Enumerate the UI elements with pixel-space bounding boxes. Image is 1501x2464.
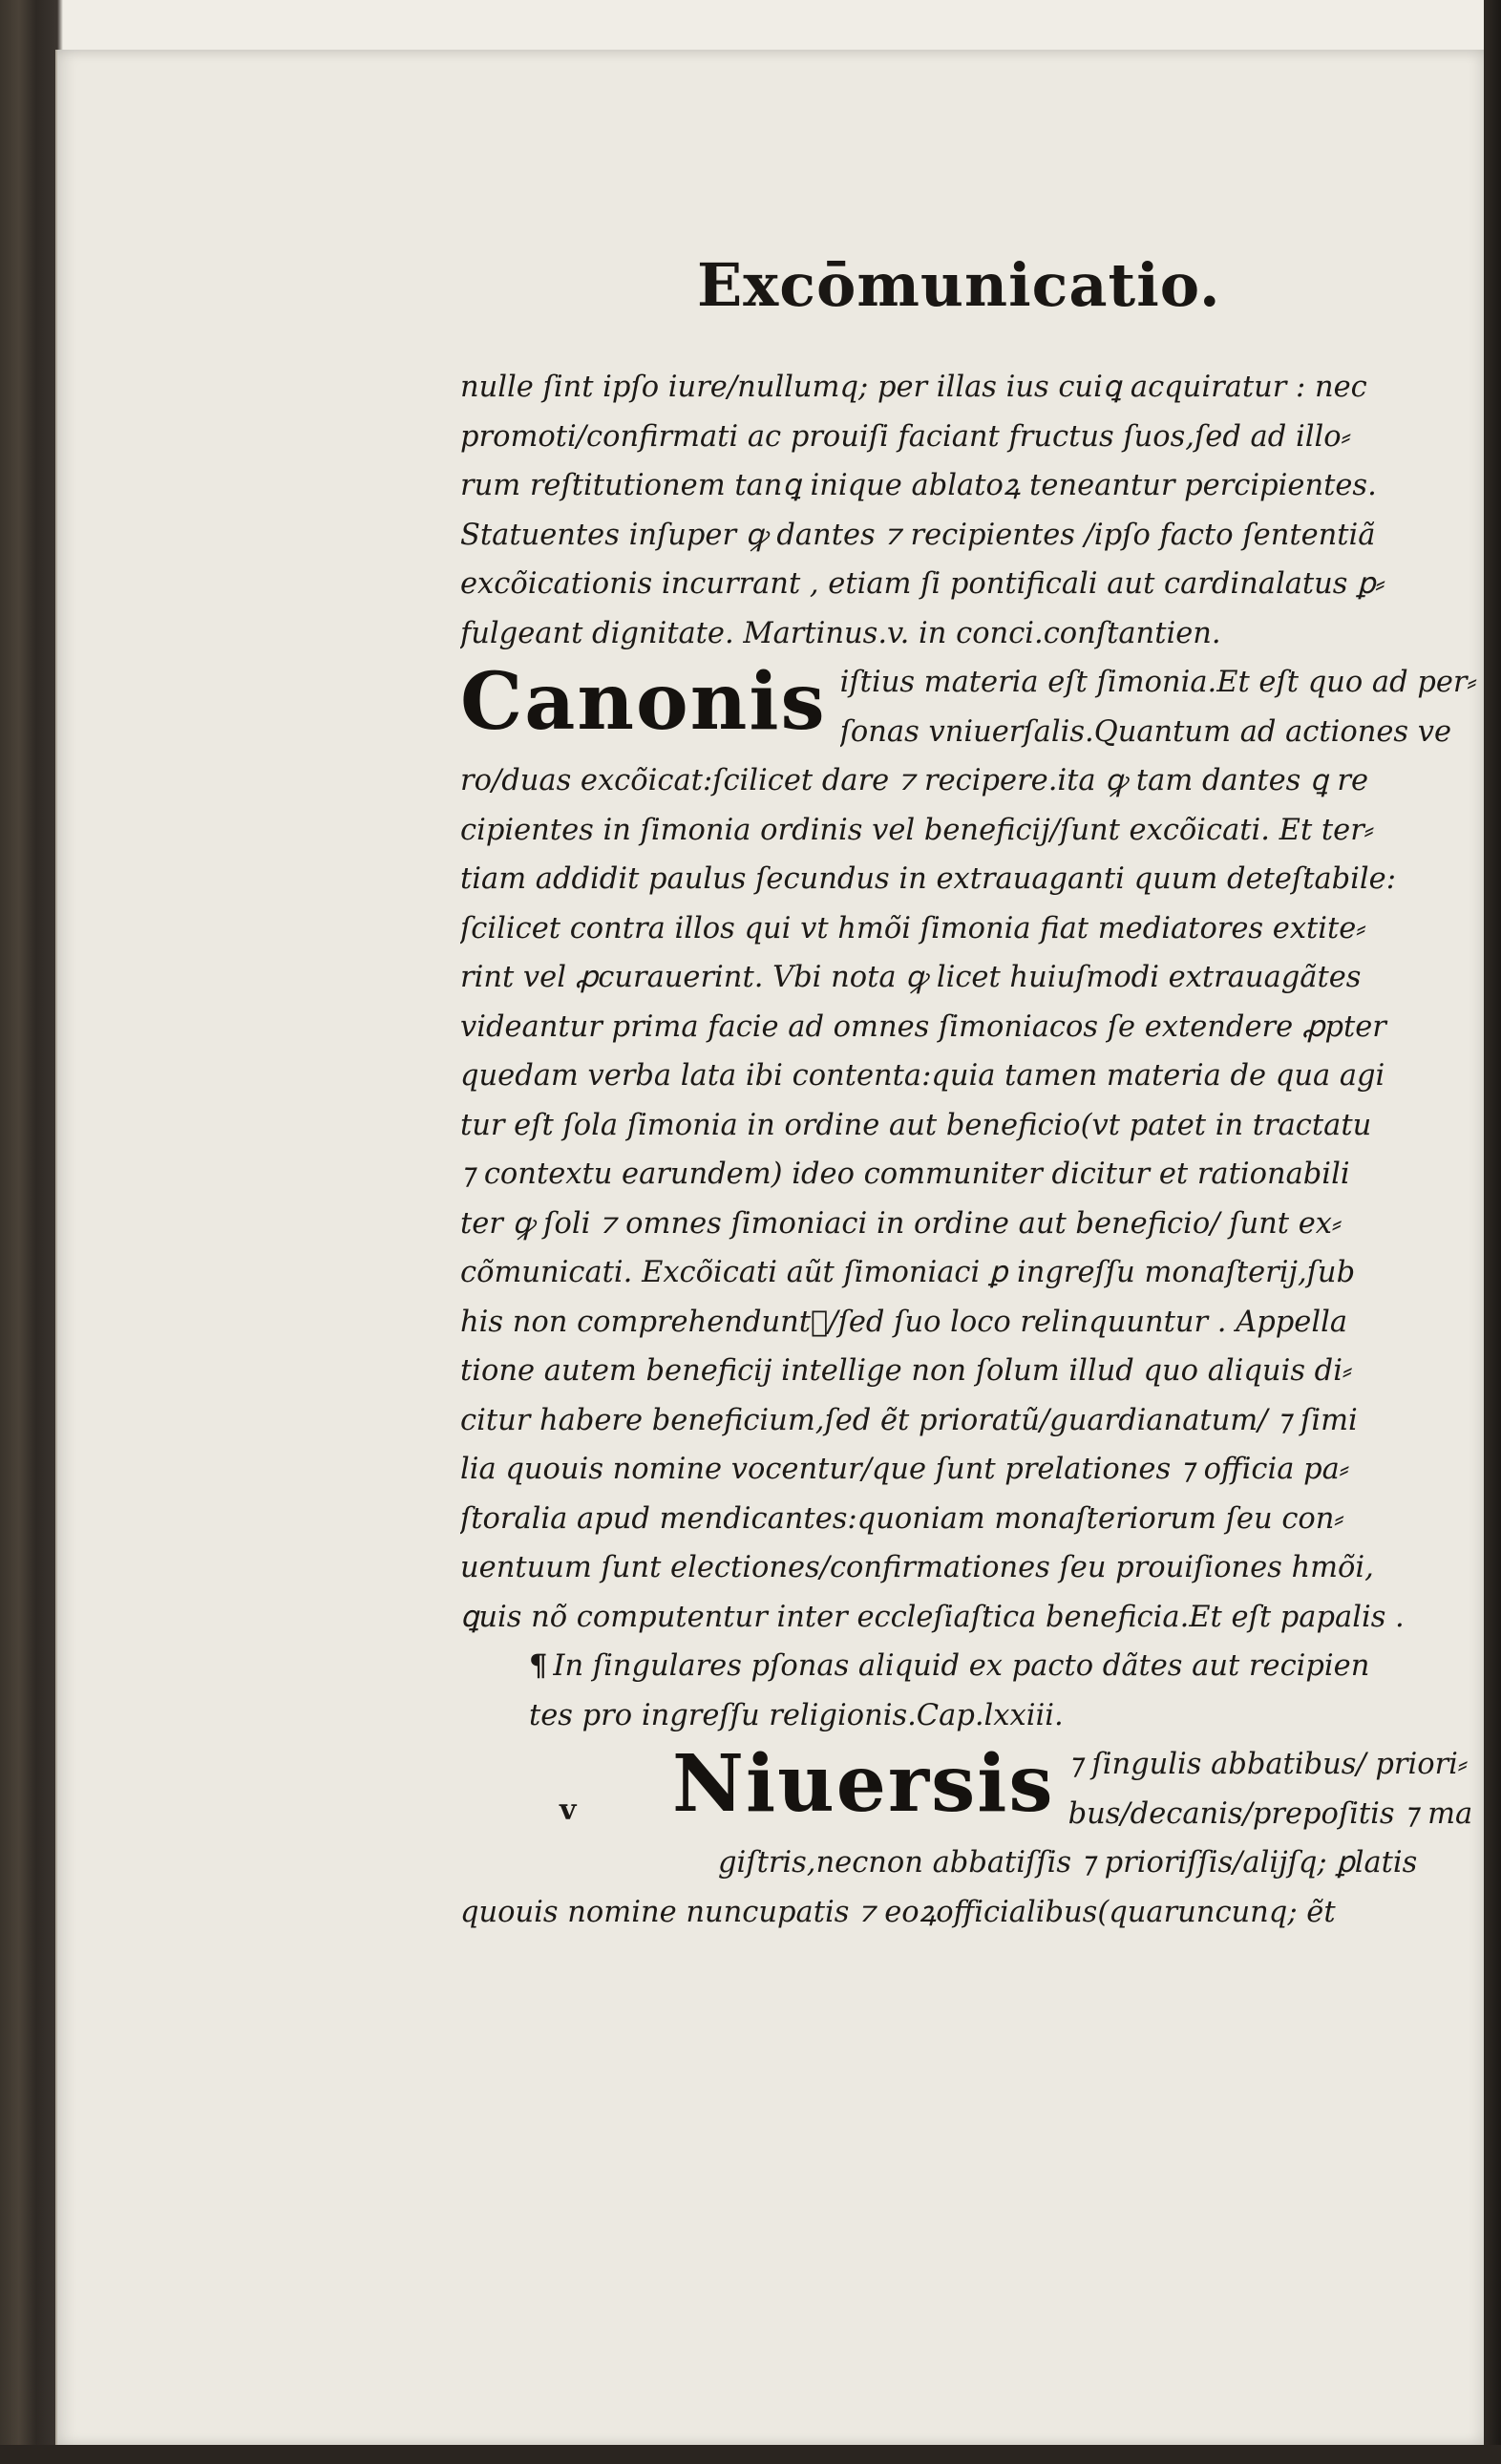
text-block xyxy=(460,363,1477,1937)
scan-edge-bottom xyxy=(0,2445,1501,2464)
chapter-heading-line: tes pro ingreſſu religionis.Cap.lxxiii. xyxy=(529,1698,1064,1732)
text-line: quedam verba lata ibi contenta:quia tamen materia de qua agi xyxy=(460,1059,1385,1093)
text-line: cõmunicati. Excõicati aũt ſimoniaci ꝑ ingreſſu monaſterij,ſub xyxy=(460,1256,1356,1289)
running-header: Excōmunicatio. xyxy=(697,250,1221,320)
text-line: uentuum ſunt electiones/confirmationes ſeu prouiſiones hmõi, xyxy=(460,1551,1374,1584)
text-line: excõicationis incurrant , etiam ſi pontificali aut cardinalatus ꝑ⸗ xyxy=(460,567,1385,601)
text-line: lia quouis nomine vocentur/que ſunt prelationes ⁊ officia pa⸗ xyxy=(460,1453,1349,1486)
initial-row xyxy=(460,656,1477,756)
pilcrow-icon: ¶ xyxy=(529,1648,548,1683)
text-line: videantur prima facie ad omnes ſimoniacos ſe extendere ꝓpter xyxy=(460,1009,1386,1044)
text-line: bus/decanis/prepoſitis ⁊ ma xyxy=(1068,1796,1473,1831)
decorated-initial-word: Niuersis xyxy=(672,1738,1055,1830)
paragraph-1 xyxy=(460,363,1434,658)
text-line: ſonas vniuerſalis.Quantum ad actiones ve xyxy=(839,714,1452,749)
text-line: promoti/confirmati ac prouiſi faciant fructus ſuos,ſed ad illo⸗ xyxy=(460,419,1351,454)
decorated-initial-word: Canonis xyxy=(460,656,827,748)
text-line: cipientes in ſimonia ordinis vel beneficij/ſunt excõicati. Et ter⸗ xyxy=(460,813,1374,847)
text-line: iſtius materia eſt ſimonia.Et eſt quo ad per⸗ xyxy=(839,666,1477,699)
chapter-heading xyxy=(460,1642,1434,1740)
scan-edge-right xyxy=(1484,0,1501,2464)
chapter-heading-text: In ſingulares pſonas aliquid ex pacto dãtes aut recipien xyxy=(553,1649,1370,1683)
text-line: giſtris,necnon abbatiſſis ⁊ prioriſſis/alijſq; ꝑlatis xyxy=(718,1846,1418,1880)
text-line: tur eſt ſola ſimonia in ordine aut beneficio(vt patet in tractatu xyxy=(460,1108,1372,1142)
text-line: quouis nomine nuncupatis ⁊ eoꝝofficialibus(quaruncunq; ẽt xyxy=(460,1895,1336,1929)
initial-side-text xyxy=(1068,1740,1473,1838)
chapter-heading-line xyxy=(460,1642,1434,1691)
text-line: rum reſtitutionem tanꝗ inique ablatoꝝ teneantur percipientes. xyxy=(460,469,1377,502)
text-line: citur habere beneficium,ſed ẽt prioratũ/guardianatum/ ⁊ ſimi xyxy=(460,1403,1358,1437)
text-line: ⁊ contextu earundem) ideo communiter dicitur et rationabili xyxy=(460,1158,1350,1191)
text-line: ro/duas excõicat:ſcilicet dare ⁊ recipere.ita ꝙ tam dantes ꝗ re xyxy=(460,764,1369,797)
text-line: tione autem beneficij intellige non ſolum illud quo aliquis di⸗ xyxy=(460,1354,1353,1388)
text-line: ter ꝙ ſoli ⁊ omnes ſimoniaci in ordine aut beneficio/ ſunt ex⸗ xyxy=(460,1206,1342,1241)
guide-letter: v xyxy=(560,1794,577,1827)
canonis-section xyxy=(460,656,1477,1642)
text-line: ſcilicet contra illos qui vt hmõi ſimonia fiat mediatores extite⸗ xyxy=(460,911,1366,945)
text-line: his non comprehenduntᷣ/ſed ſuo loco relinquuntur . Appella xyxy=(460,1305,1348,1339)
text-line: tiam addidit paulus ſecundus in extrauaganti quum deteſtabile: xyxy=(460,862,1396,896)
text-line: ſtoralia apud mendicantes:quoniam monaſteriorum ſeu con⸗ xyxy=(460,1501,1344,1536)
initial-row xyxy=(460,1738,1473,1838)
vniversis-section xyxy=(460,1738,1473,1937)
text-line: ⁊ ſingulis abbatibus/ priori⸗ xyxy=(1068,1748,1469,1781)
text-line: ꝗuis nõ computentur inter eccleſiaſtica beneficia.Et eſt papalis . xyxy=(460,1600,1405,1634)
text-line: Statuentes inſuper ꝙ dantes ⁊ recipientes /ipſo facto ſententiã xyxy=(460,518,1376,552)
text-line: nulle ſint ipſo iure/nullumq; per illas ius cuiꝗ acquiratur : nec xyxy=(460,371,1367,404)
text-line: fulgeant dignitate. Martinus.v. in conci.conſtantien. xyxy=(460,616,1221,650)
initial-side-text xyxy=(840,658,1477,756)
text-line: rint vel ꝓcurauerint. Vbi nota ꝙ licet huiuſmodi extrauagãtes xyxy=(460,961,1362,994)
